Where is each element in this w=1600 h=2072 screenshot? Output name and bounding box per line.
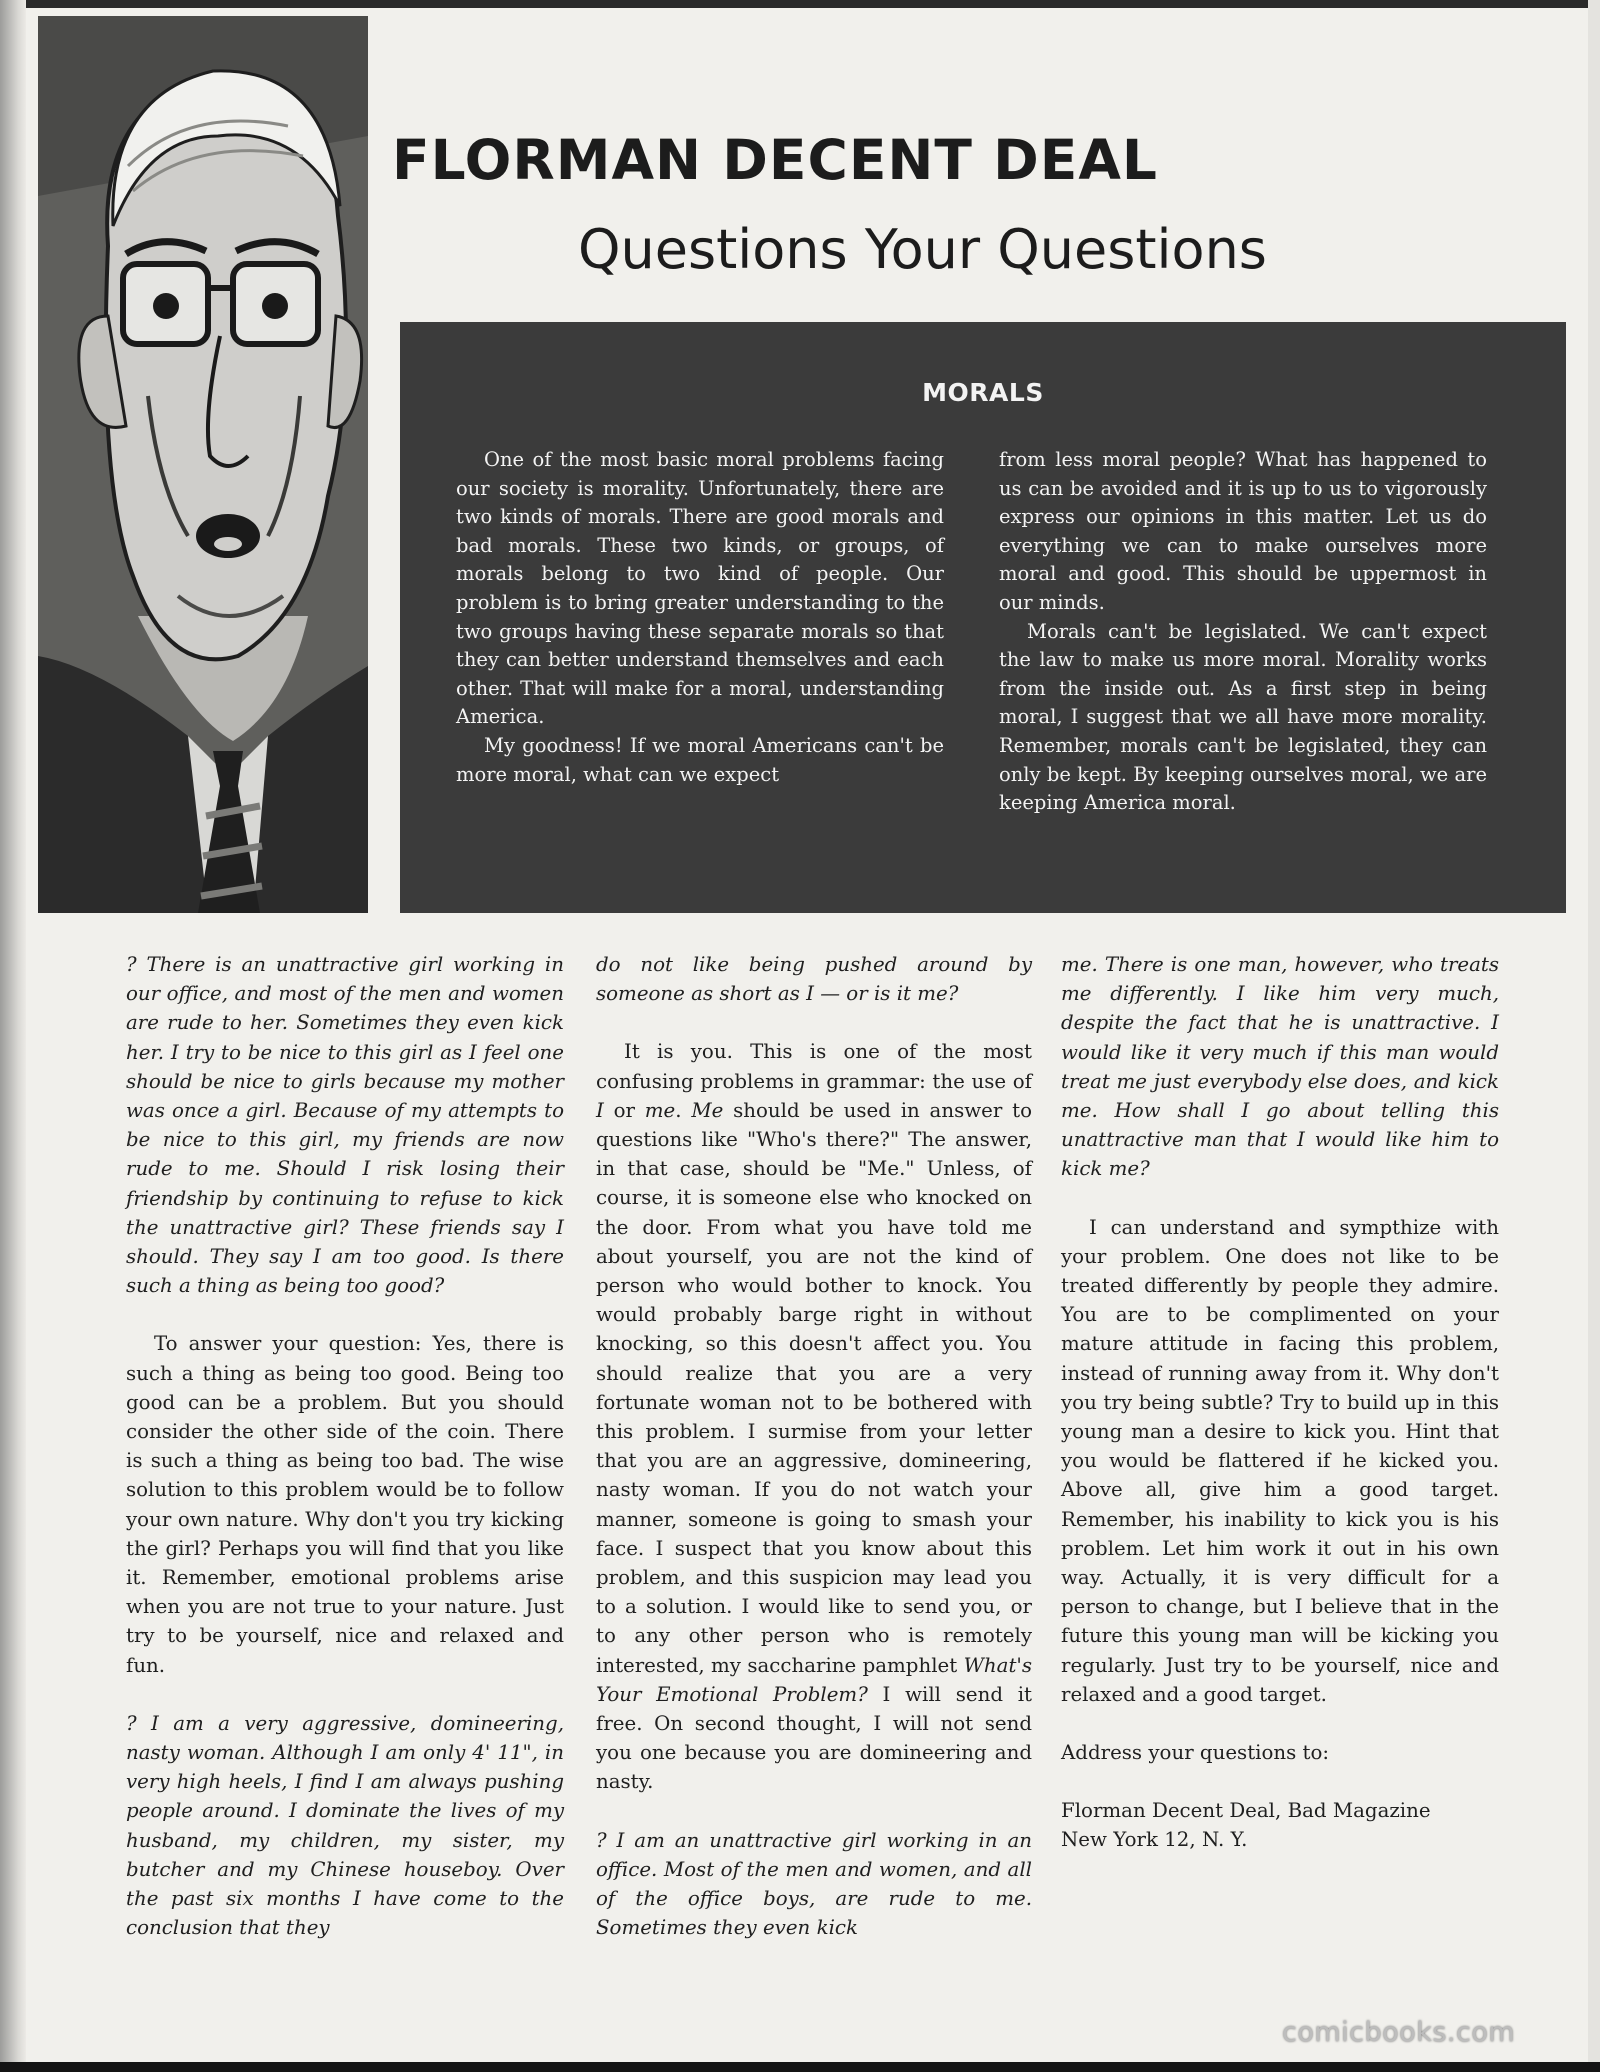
answer-emphasis: I	[596, 1098, 604, 1122]
address-line: New York 12, N. Y.	[1061, 1828, 1248, 1852]
answer-emphasis: Me	[691, 1098, 724, 1122]
answer-text: should be used in answer to questions like "Who's there?" The answer, in that case, should be "Me." Unless, of course, it is someone else who knocked on the door. From what you have told me about yourself, you are not the kind of person who would bother to knock. You would probably barge right in without knocking, so this doesn't affect you. You should realize that you are a very fortunate woman not to be bothered with this problem. I surmise from your letter that you are an aggressive, domineering, nasty woman. If you do not watch your manner, someone is going to smash your face. I suspect that you know about this problem, and this suspicion may lead you to a solution. I would like to send you, or to any other person who is remotely interested, my saccharine pamphlet	[596, 1098, 1032, 1677]
morals-paragraph: from less moral people? What has happened to us can be avoided and it is up to us to vigorously express our opinions in this matter. Let us do everything we can to make ourselves more moral and good. This should be uppermost in our minds.	[999, 448, 1487, 614]
body-column-1	[126, 950, 564, 1943]
site-watermark: comicbooks.com	[1282, 2017, 1516, 2048]
reader-question: ? I am an unattractive girl working in an office. Most of the men and women, and all of the office boys, are rude to me. Sometimes they even kick	[596, 1828, 1032, 1940]
pamphlet-title: What's Your Emotional Problem?	[596, 1653, 1032, 1706]
answer-text: It is you. This is one of the most confusing problems in grammar: the use of	[596, 1040, 1032, 1093]
reader-question: ? I am a very aggressive, domineering, nasty woman. Although I am only 4' 11", in very high heels, I find I am always pushing people around. I dominate the lives of my husband, my children, my sister, my butcher and my Chinese houseboy. Over the past six months I have come to the conclusion that they	[126, 1711, 564, 1940]
page-right-edge	[1588, 0, 1600, 2072]
morals-heading: MORALS	[922, 378, 1044, 407]
page-title: FLORMAN DECENT DEAL	[392, 128, 1158, 192]
caricature-illustration	[38, 16, 368, 913]
morals-paragraph: My goodness! If we moral Americans can't be more moral, what can we expect	[456, 733, 944, 786]
page-top-edge	[0, 0, 1600, 8]
columnist-answer: I can understand and sympthize with your problem. One does not like to be treated differently by people they admire. You are to be complimented on your mature attitude in facing this problem, instead of running away from it. Why don't you try being subtle? Try to build up in this young man a desire to kick you. Hint that you would be flattered if he kicked you. Above all, give him a good target. Remember, his inability to kick you is his problem. Let him work it out in his own way. Actually, it is very difficult for a person to change, but I believe that in the future this young man will be kicking you regularly. Just try to be yourself, nice and relaxed and a good target.	[1061, 1215, 1499, 1706]
reader-question-continued: do not like being pushed around by someone as short as I — or is it me?	[596, 953, 1032, 1006]
morals-column-right	[999, 446, 1487, 818]
morals-paragraph: Morals can't be legislated. We can't expect the law to make us more moral. Morality works from the inside out. As a first step in being moral, I suggest that we all have more morality. Remember, morals can't be legislated, they can only be kept. By keeping ourselves moral, we are keeping America moral.	[999, 619, 1487, 815]
address-line: Florman Decent Deal, Bad Magazine	[1061, 1799, 1431, 1823]
answer-text: I will send it free. On second thought, I will not send you one because you are domineering and nasty.	[596, 1682, 1032, 1794]
answer-text: or	[603, 1098, 645, 1122]
morals-column-left	[456, 446, 944, 789]
columnist-answer	[596, 1037, 1032, 1796]
morals-editorial-panel	[400, 322, 1566, 913]
page-subtitle: Questions Your Questions	[578, 218, 1267, 281]
morals-paragraph: One of the most basic moral problems facing our society is morality. Unfortunately, there are two kinds of morals. There are good morals and bad morals. These two kinds, or groups, of morals belong to two kind of people. Our problem is to bring greater understanding to the two groups having these separate morals so that they can better understand themselves and each other. That will make for a moral, understanding America.	[456, 448, 944, 729]
reader-question: ? There is an unattractive girl working in our office, and most of the men and women are rude to her. Sometimes they even kick her. I try to be nice to this girl as I feel one should be nice to girls because my mother was once a girl. Because of my attempts to be nice to this girl, my friends are now rude to me. Should I risk losing their friendship by continuing to refuse to kick the unattractive girl? These friends say I should. They say I am too good. Is there such a thing as being too good?	[126, 953, 564, 1298]
page-spine-shadow	[0, 0, 26, 2072]
body-column-3	[1061, 950, 1499, 1855]
address-prompt: Address your questions to:	[1061, 1741, 1330, 1765]
caricature-portrait	[38, 16, 368, 913]
body-column-2	[596, 950, 1032, 1943]
answer-emphasis: me	[644, 1098, 676, 1122]
page-bottom-edge	[0, 2062, 1600, 2072]
answer-text: .	[675, 1098, 692, 1122]
reader-question-continued: me. There is one man, however, who treats me differently. I like him very much, despite the fact that he is unattractive. I would like it very much if this man would treat me just everybody else does, and kick me. How shall I go about telling this unattractive man that I would like him to kick me?	[1061, 953, 1499, 1181]
columnist-answer: To answer your question: Yes, there is such a thing as being too good. Being too good can be a problem. But you should consider the other side of the coin. There is such a thing as being too bad. The wise solution to this problem would be to follow your own nature. Why don't you try kicking the girl? Perhaps you will find that you like it. Remember, emotional problems arise when you are not true to your nature. Just try to be yourself, nice and relaxed and fun.	[126, 1332, 564, 1677]
